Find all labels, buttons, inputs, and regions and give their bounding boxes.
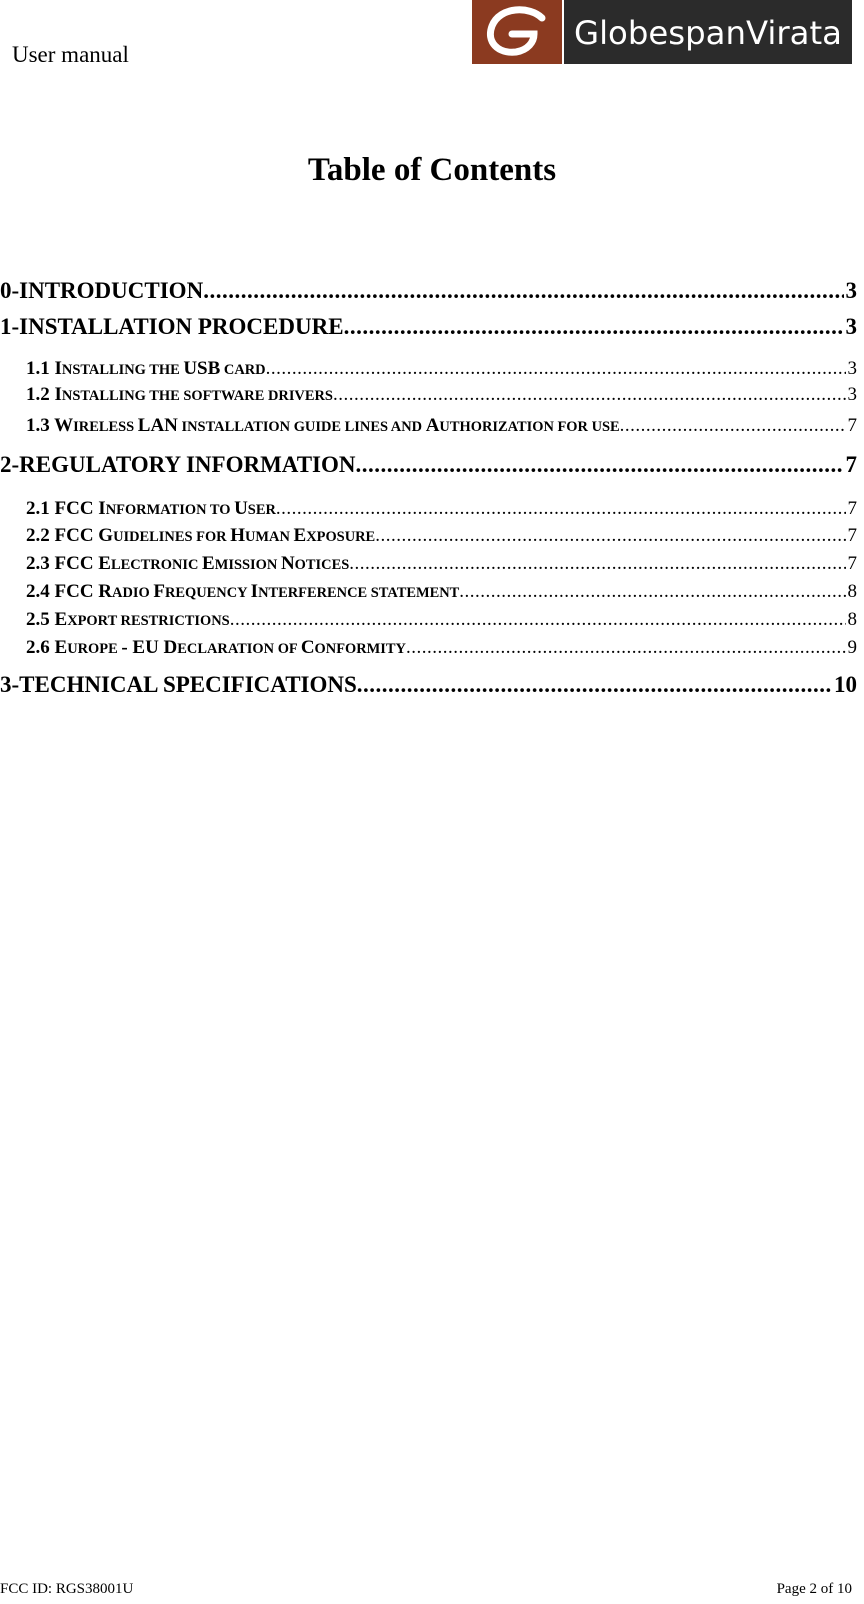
header-label: User manual (12, 42, 129, 67)
toc-entry-title-part: LECTRONIC (110, 557, 203, 573)
toc-entry-title-part: MISSION (214, 557, 281, 573)
toc-entry-title (26, 609, 230, 631)
logo-text: GlobespanVirata (574, 14, 842, 52)
toc-entry-title (26, 415, 620, 437)
toc-dot-leader (375, 525, 845, 547)
globespanvirata-logo (472, 0, 852, 64)
toc-page-number: 3 (847, 358, 857, 379)
toc-entry-title-part: NSTALLING THE (61, 362, 184, 378)
toc-dot-leader (276, 498, 846, 520)
toc-dot-leader (230, 609, 846, 631)
toc-dot-leader (266, 358, 846, 380)
toc-dot-leader (203, 278, 843, 304)
toc-entry-title-part: CARD (220, 362, 266, 378)
toc-entry[interactable] (26, 384, 857, 406)
toc-entry-title-part: 1.3 W (26, 415, 74, 436)
toc-entry-title-part: UTHORIZATION FOR USE (439, 419, 620, 435)
toc-entry-title-part: USB (183, 358, 221, 379)
toc-page-number: 3 (845, 314, 857, 339)
toc-entry-title-part: - EU D (121, 637, 178, 658)
toc-entry-title (26, 358, 266, 380)
toc-entry-title (0, 278, 203, 304)
toc-entry-title-part: ECLARATION OF (177, 641, 301, 657)
toc-entry[interactable] (26, 553, 857, 575)
toc-entry-title-part: ADIO (112, 585, 154, 601)
toc-page-number: 8 (847, 609, 857, 630)
toc-entry-title-part: REQUENCY (164, 585, 251, 601)
toc-entry-title (26, 637, 406, 659)
toc-entry-title-part: 0-INTRODUCTION (0, 278, 204, 303)
toc-entry-title-part: UMAN (245, 529, 294, 545)
toc-page-number: 7 (845, 452, 857, 477)
toc-entry-title (26, 384, 333, 406)
toc-entry-title-part: 2.6 E (26, 637, 68, 658)
toc-entry-title-part: 2.5 E (26, 609, 68, 630)
toc-entry[interactable] (26, 609, 857, 631)
toc-entry-title-part: NFORMATION TO (105, 502, 235, 518)
toc-entry-title-part: IRELESS (73, 419, 138, 435)
toc-dot-leader (349, 553, 845, 575)
toc-entry-title-part: U (234, 498, 248, 519)
toc-entry-title-part: 2-REGULATORY INFORMATION (0, 452, 356, 477)
toc-dot-leader (357, 672, 832, 698)
toc-dot-leader (459, 581, 845, 603)
toc-entry-title (0, 452, 356, 478)
toc-entry-title-part: 2.4 FCC R (26, 581, 113, 602)
toc-entry-title-part: XPORT RESTRICTIONS (67, 613, 230, 629)
toc-entry-title-part: SER (247, 502, 276, 518)
toc-entry-title (26, 581, 459, 603)
toc-dot-leader (333, 384, 846, 406)
toc-entry-title-part: ONFORMITY (314, 641, 406, 657)
toc-entry-title-part: INSTALLATION GUIDE LINES AND (177, 419, 426, 435)
toc-dot-leader (620, 415, 846, 437)
toc-page-number: 8 (847, 581, 857, 602)
toc-entry-title-part: H (230, 525, 245, 546)
toc-entry-title-part: A (425, 415, 440, 436)
toc-page-number: 7 (847, 498, 857, 519)
toc-entry[interactable] (0, 672, 857, 698)
toc-page-number: 7 (847, 415, 857, 436)
toc-entry-title-part: 2.1 FCC I (26, 498, 106, 519)
toc-entry-title-part: 1.1 I (26, 358, 62, 379)
toc-entry-title-part: LAN (137, 415, 178, 436)
footer-fcc-id: FCC ID: RGS38001U (0, 1581, 134, 1597)
page-title: Table of Contents (307, 152, 557, 188)
toc-entry-title-part: UROPE (67, 641, 122, 657)
toc-entry-title-part: F (153, 581, 165, 602)
toc-page-number: 9 (847, 637, 857, 658)
toc-entry-title (26, 525, 375, 547)
toc-entry[interactable] (26, 498, 857, 520)
toc-entry[interactable] (0, 452, 857, 478)
toc-dot-leader (406, 637, 846, 659)
toc-entry-title (26, 553, 349, 575)
toc-page-number: 3 (845, 278, 857, 303)
toc-entry-title-part: 1-INSTALLATION PROCEDURE (0, 314, 344, 339)
toc-page-number: 3 (847, 384, 857, 405)
footer-page-number: Page 2 of 10 (776, 1581, 852, 1597)
toc-dot-leader (344, 314, 844, 340)
toc-entry-title-part: N (280, 553, 295, 574)
toc-entry-title-part: I (250, 581, 259, 602)
toc-entry[interactable] (26, 637, 857, 659)
toc-entry-title (0, 672, 357, 698)
toc-entry[interactable] (0, 278, 857, 304)
toc-entry-title-part: NSTALLING THE SOFTWARE DRIVERS (61, 388, 333, 404)
toc-entry-title-part: 3-TECHNICAL SPECIFICATIONS (0, 672, 357, 697)
toc-entry-title-part: E (202, 553, 215, 574)
toc-entry-title-part: 1.2 I (26, 384, 62, 405)
toc-entry-title-part: NTERFERENCE STATEMENT (258, 585, 460, 601)
toc-page-number: 7 (847, 525, 857, 546)
toc-page-number: 10 (834, 672, 857, 697)
toc-entry-title-part: 2.2 FCC G (26, 525, 114, 546)
toc-page-number: 7 (847, 553, 857, 574)
toc-entry-title-part: 2.3 FCC E (26, 553, 111, 574)
toc-entry[interactable] (26, 415, 857, 437)
toc-entry[interactable] (26, 525, 857, 547)
toc-dot-leader (356, 452, 844, 478)
toc-entry-title-part: XPOSURE (306, 529, 376, 545)
toc-entry-title-part: UIDELINES FOR (113, 529, 231, 545)
toc-entry[interactable] (0, 314, 857, 340)
toc-entry-title (0, 314, 344, 340)
toc-entry[interactable] (26, 581, 857, 603)
toc-entry-title (26, 498, 276, 520)
toc-entry[interactable] (26, 358, 857, 380)
toc-entry-title-part: C (300, 637, 315, 658)
toc-entry-title-part: E (293, 525, 307, 546)
toc-entry-title-part: OTICES (294, 557, 350, 573)
